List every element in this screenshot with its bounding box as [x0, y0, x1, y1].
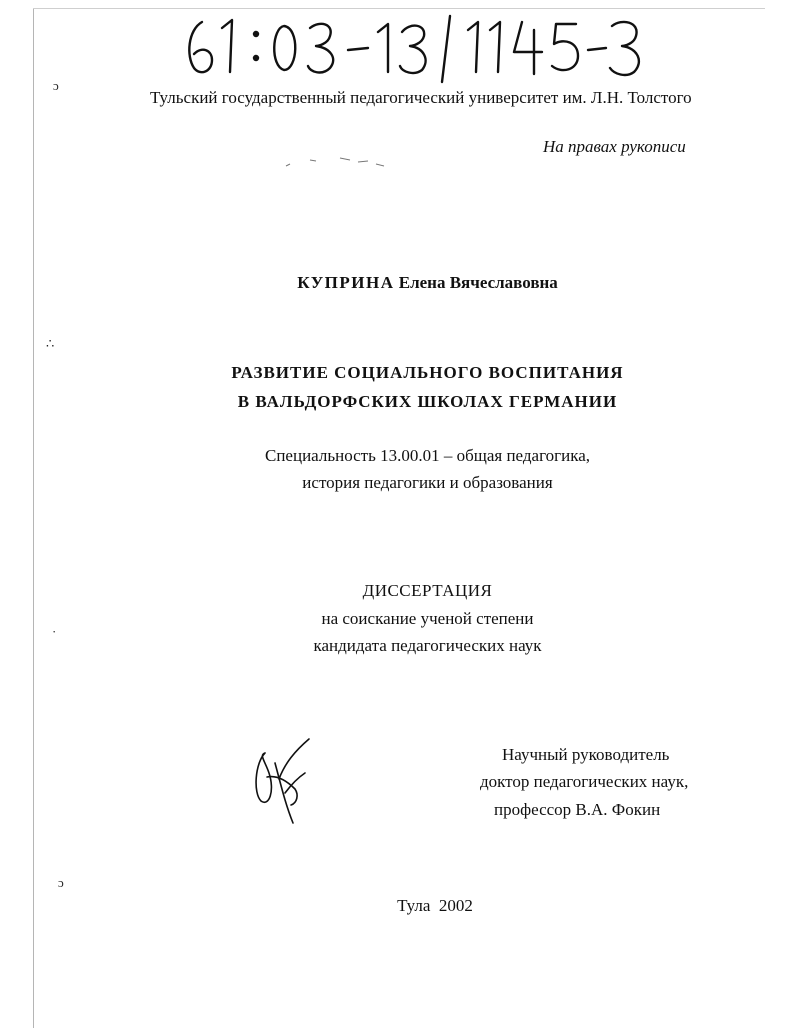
- degree-line-1: на соискание ученой степени: [321, 609, 534, 628]
- degree-line-2: кандидата педагогических наук: [313, 636, 542, 655]
- author-name: [0, 273, 799, 293]
- document-type: ДИССЕРТАЦИЯ: [362, 581, 493, 600]
- dissertation-title-line-2: В ВАЛЬДОРФСКИХ ШКОЛАХ ГЕРМАНИИ: [237, 392, 618, 411]
- margin-mark: ·: [52, 624, 57, 639]
- scan-top-edge: [33, 8, 765, 9]
- supervisor-title: доктор педагогических наук,: [480, 772, 689, 791]
- dissertation-title-line-1: РАЗВИТИЕ СОЦИАЛЬНОГО ВОСПИТАНИЯ: [231, 363, 624, 382]
- specialty-line-1: Специальность 13.00.01 – общая педагогика,: [265, 446, 590, 465]
- author-given-names: Елена Вячеславовна: [398, 273, 558, 292]
- specialty-line-2: история педагогики и образования: [302, 473, 553, 492]
- author-surname: КУПРИНА: [297, 273, 395, 292]
- margin-mark: ɔ: [58, 875, 64, 890]
- city-year: Тула 2002: [397, 896, 473, 915]
- university-name: Тульский государственный педагогический университет им. Л.Н. Толстого: [150, 88, 692, 107]
- manuscript-rights-note: На правах рукописи: [543, 137, 686, 156]
- margin-mark: ∴: [46, 336, 55, 351]
- margin-mark: ɔ: [53, 78, 59, 93]
- scan-noise: [280, 152, 390, 172]
- handwritten-signature: [245, 733, 325, 828]
- supervisor-name: профессор В.А. Фокин: [494, 800, 661, 819]
- scan-left-edge: [33, 8, 34, 1028]
- handwritten-archive-code: [180, 12, 650, 84]
- supervisor-role: Научный руководитель: [502, 745, 670, 764]
